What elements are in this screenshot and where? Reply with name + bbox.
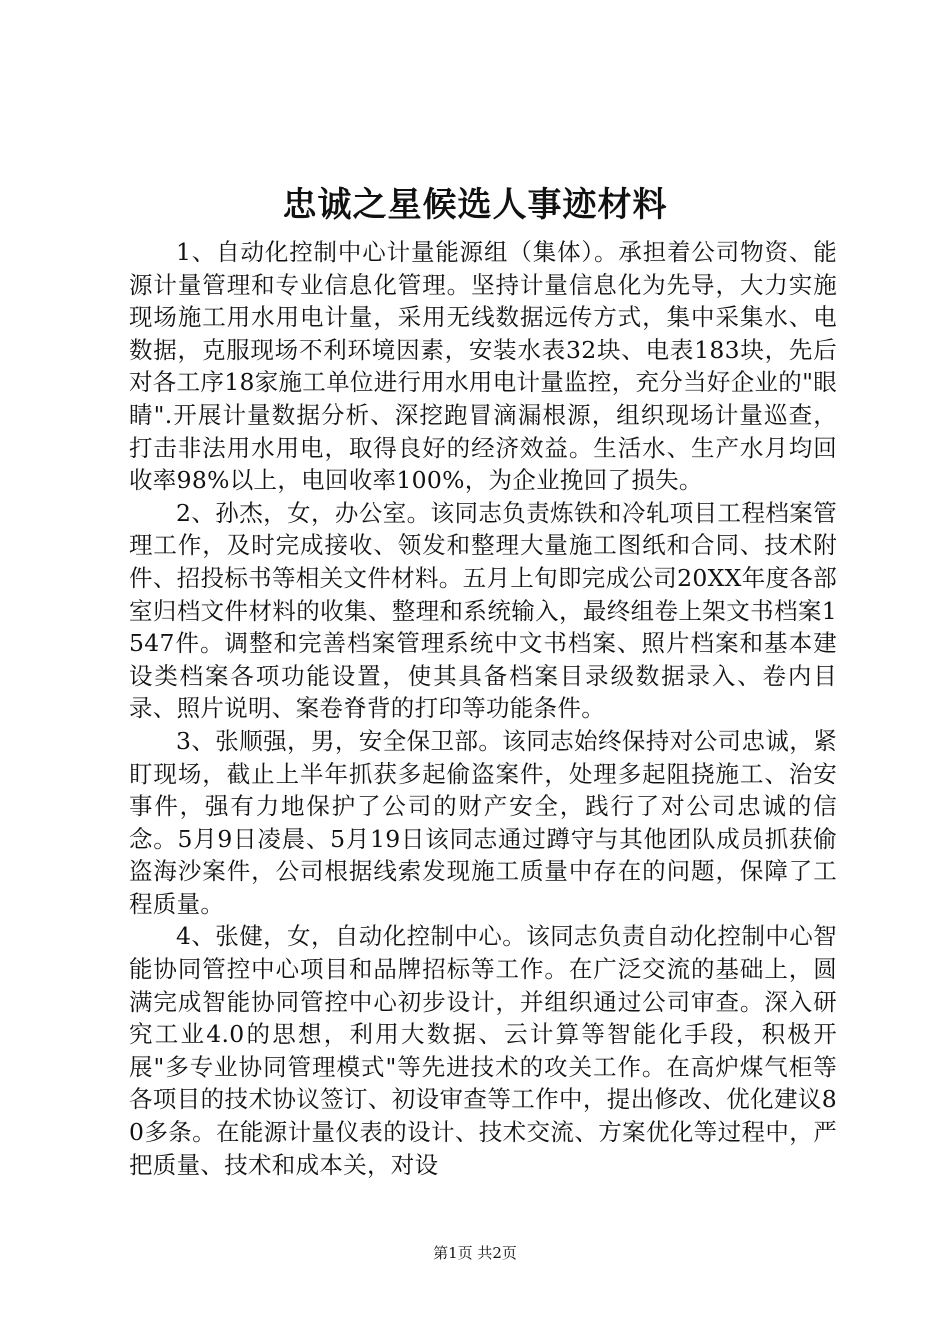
paragraph-2: 2、孙杰，女，办公室。该同志负责炼铁和冷轧项目工程档案管理工作，及时完成接收、领发和整理大量施工图纸和合同、技术附件、招投标书等相关文件材料。五月上旬即完成公司20XX年度各部室归档文件材料的收集、整理和系统输入，最终组卷上架文书档案1547件。调整和完善档案管理系统中文书档案、照片档案和基本建设类档案各项功能设置，使其具备档案目录级数据录入、卷内目录、照片说明、案卷脊背的打印等功能条件。: [129, 498, 837, 723]
paragraph-1: 1、自动化控制中心计量能源组（集体）。承担着公司物资、能源计量管理和专业信息化管理。坚持计量信息化为先导，大力实施现场施工用水用电计量，采用无线数据远传方式，集中采集水、电数据，克服现场不利环境因素，安装水表32块、电表183块，先后对各工序18家施工单位进行用水用电计量监控，充分当好企业的"眼睛".开展计量数据分析、深挖跑冒滴漏根源，组织现场计量巡查，打击非法用水用电，取得良好的经济效益。生活水、生产水月均回收率98%以上，电回收率100%，为企业挽回了损失。: [129, 238, 838, 495]
document-title: 忠诚之星候选人事迹材料: [282, 185, 668, 225]
page-number-footer: 第1页 共2页: [433, 1244, 517, 1262]
paragraph-4: 4、张健，女，自动化控制中心。该同志负责自动化控制中心智能协同管控中心项目和品牌招标等工作。在广泛交流的基础上，圆满完成智能协同管控中心初步设计，并组织通过公司审查。深入研究工业4.0的思想，利用大数据、云计算等智能化手段，积极开展"多专业协同管理模式"等先进技术的攻关工作。在高炉煤气柜等各项目的技术协议签订、初设审查等工作中，提出修改、优化建议80多条。在能源计量仪表的设计、技术交流、方案优化等过程中，严把质量、技术和成本关，对设: [129, 922, 837, 1179]
paragraph-3: 3、张顺强，男，安全保卫部。该同志始终保持对公司忠诚，紧盯现场，截止上半年抓获多起偷盗案件，处理多起阻挠施工、治安事件，强有力地保护了公司的财产安全，践行了对公司忠诚的信念。5月9日凌晨、5月19日该同志通过蹲守与其他团队成员抓获偷盗海沙案件，公司根据线索发现施工质量中存在的问题，保障了工程质量。: [129, 726, 837, 918]
document-body: [129, 236, 837, 1181]
